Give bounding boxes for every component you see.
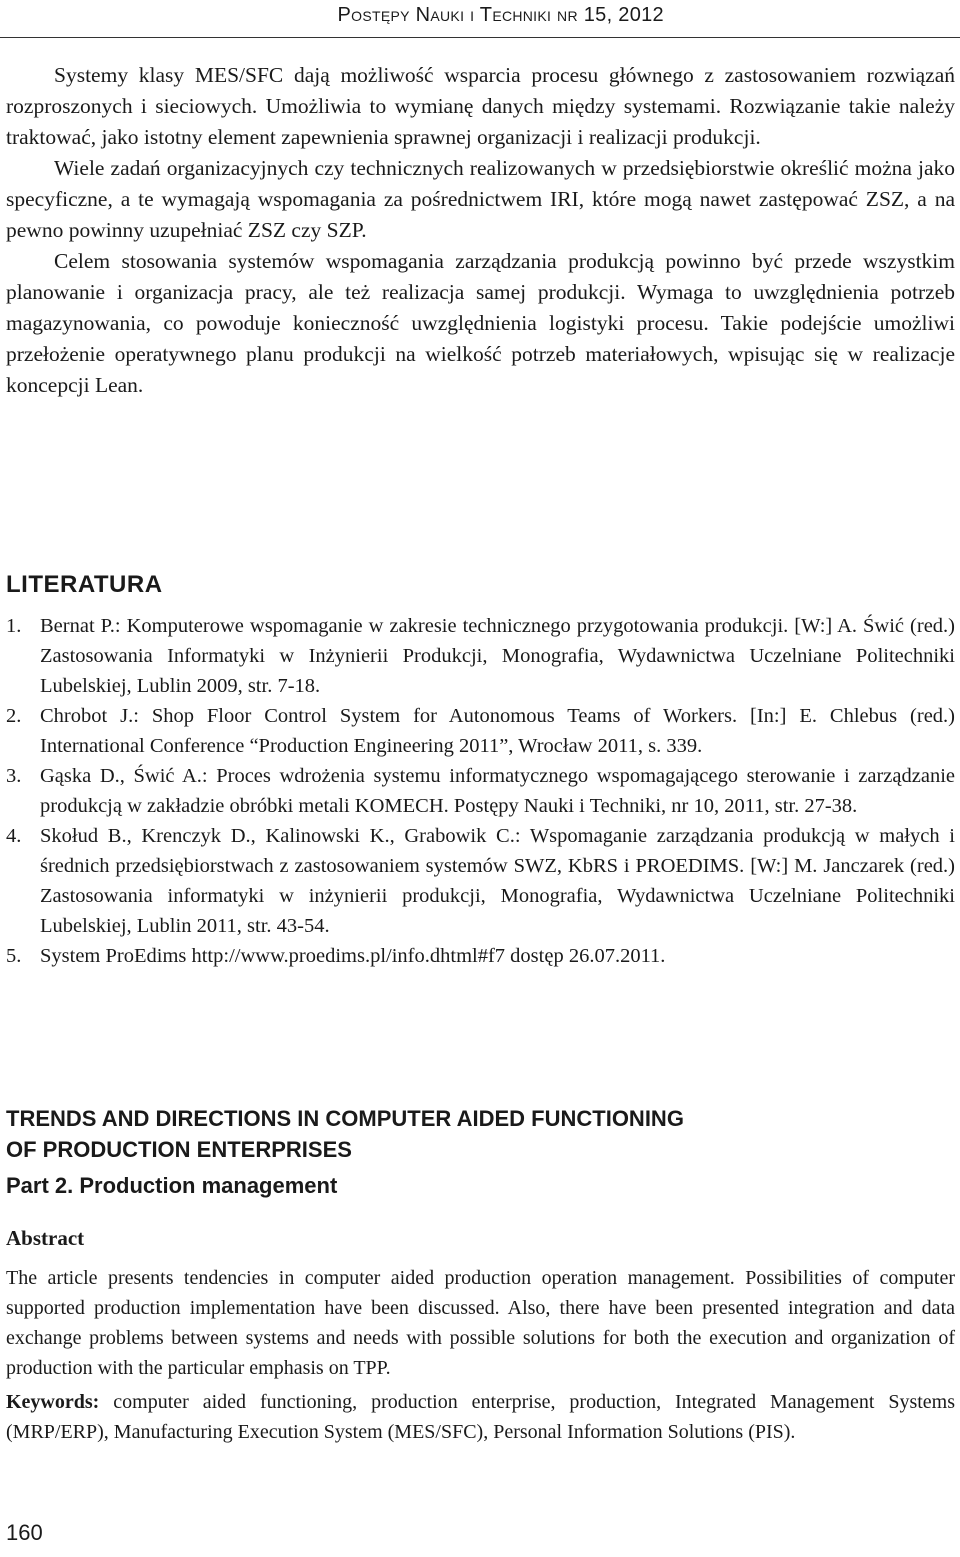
reference-number: 2. <box>6 705 22 727</box>
english-title-line: OF PRODUCTION ENTERPRISES <box>6 1137 352 1162</box>
body-paragraph: Systemy klasy MES/SFC dają możliwość wsparcia procesu głównego z zastosowaniem rozwiązań rozproszonych i sieciowych. Umożliwia to wymianę danych między systemami. Rozwiązanie takie należy traktować, jako istotny element zapewnienia sprawnej organizacji i realizacji produkcji. <box>6 63 955 149</box>
english-title-line: TRENDS AND DIRECTIONS IN COMPUTER AIDED FUNCTIONING <box>6 1106 684 1131</box>
reference-text: Gąska D., Świć A.: Proces wdrożenia systemu informatycznego wspomagającego sterowanie i zarządzanie produkcją w zakładzie obróbki metali KOMECH. Postępy Nauki i Techniki, nr 10, 2011, str. 27-38. <box>40 765 955 817</box>
body-paragraph: Wiele zadań organizacyjnych czy technicznych realizowanych w przedsiębiorstwie określić można jako specyficzne, a te wymagają wspomagania za pośrednictwem IRI, które mogą nawet zastępować ZSZ, a na pewno powinny uzupełniać ZSZ czy SZP. <box>6 156 955 242</box>
reference-number: 4. <box>6 825 22 847</box>
reference-text: Skołud B., Krenczyk D., Kalinowski K., Grabowik C.: Wspomaganie zarządzania produkcją w małych i średnich przedsiębiorstwach z zastosowaniem systemów SWZ, KbRS i PROEDIMS. [W:] M. Janczarek (red.) Zastosowania informatyki w inżynierii produkcji, Monografia, Wydawnictwa Uczelniane Politechniki Lubelskiej, Lublin 2011, str. 43-54. <box>40 825 955 937</box>
reference-item <box>6 761 955 821</box>
reference-list <box>6 611 955 971</box>
running-header: Postępy Nauki i Techniki nr 15, 2012 <box>337 4 664 26</box>
abstract-text: The article presents tendencies in computer aided production operation management. Possibilities of computer supported production implementation have been discussed. Also, there have been presented integration and data exchange problems between systems and needs with possible solutions for both the execution and organization of production with the particular emphasis on TPP. <box>6 1267 955 1379</box>
reference-item <box>6 701 955 761</box>
english-subtitle: Part 2. Production management <box>6 1173 338 1198</box>
reference-number: 5. <box>6 945 22 967</box>
body-paragraph: Celem stosowania systemów wspomagania zarządzania produkcją powinno być przede wszystkim planowanie i organizacja pracy, ale też realizacja samej produkcji. Wymaga to uwzględnienia potrzeb magazynowania, co powoduje konieczność uwzględnienia logistyki procesu. Takie podejście umożliwi przełożenie operatywnego planu produkcji na wielkość potrzeb materiałowych, wpisując się w realizacje koncepcji Lean. <box>6 249 955 397</box>
reference-number: 1. <box>6 615 22 637</box>
reference-item <box>6 611 955 701</box>
literature-heading: LITERATURA <box>6 571 163 598</box>
keywords-text: computer aided functioning, production enterprise, production, Integrated Management Systems (MRP/ERP), Manufacturing Execution System (MES/SFC), Personal Information Solutions (PIS). <box>6 1391 956 1443</box>
reference-item <box>6 821 955 941</box>
reference-text: Bernat P.: Komputerowe wspomaganie w zakresie technicznego przygotowania produkcji. [W:] A. Świć (red.) Zastosowania Informatyki w Inżynierii Produkcji, Monografia, Wydawnictwa Uczelniane Politechniki Lubelskiej, Lublin 2009, str. 7-18. <box>40 615 955 697</box>
keywords-label: Keywords: <box>6 1391 100 1413</box>
keywords <box>6 1387 955 1447</box>
page-number: 160 <box>6 1520 43 1545</box>
reference-item <box>6 941 955 971</box>
reference-number: 3. <box>6 765 22 787</box>
body-text <box>6 60 955 401</box>
header-rule <box>0 37 960 38</box>
reference-text: Chrobot J.: Shop Floor Control System for Autonomous Teams of Workers. [In:] E. Chlebus (red.) International Conference “Production Engineering 2011”, Wrocław 2011, s. 339. <box>40 705 955 757</box>
abstract-heading: Abstract <box>6 1226 85 1250</box>
english-title <box>6 1103 955 1165</box>
reference-text: System ProEdims http://www.proedims.pl/info.dhtml#f7 dostęp 26.07.2011. <box>40 945 666 967</box>
